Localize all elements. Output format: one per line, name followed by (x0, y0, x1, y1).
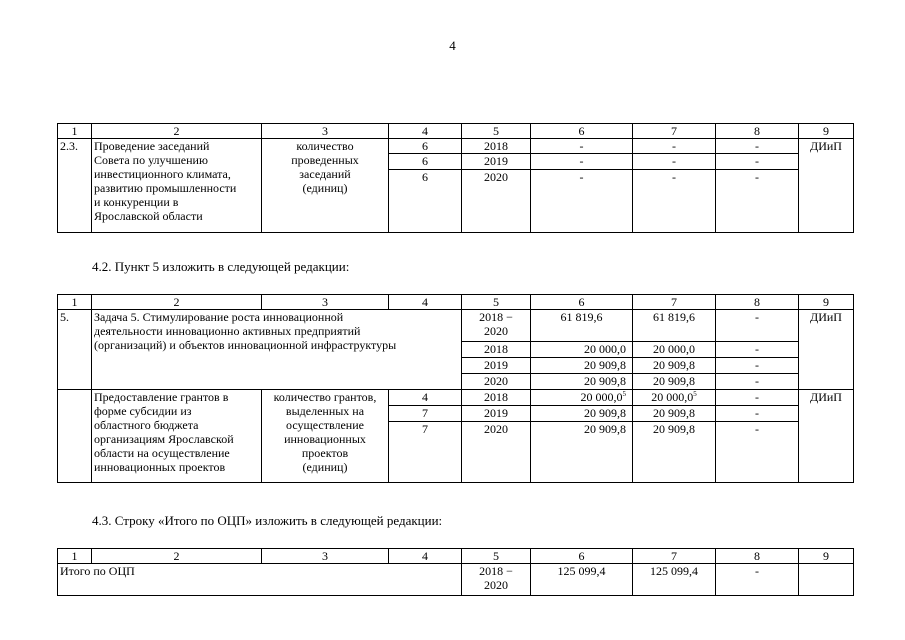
task-name-line: (организаций) и объектов инновационной инфраструктуры (94, 338, 397, 352)
amount-total: 125 099,4 (531, 564, 633, 596)
year-cell: 2020 (462, 422, 531, 483)
indicator-line: выделенных на (285, 404, 365, 418)
column-number: 1 (58, 295, 92, 310)
item-name-line: и конкуренции в (94, 195, 179, 209)
column-number: 8 (716, 124, 799, 139)
year-cell: 2018 (462, 139, 531, 154)
year-cell: 2019 (462, 358, 531, 374)
amount-regional: 20 909,8 (633, 358, 716, 374)
item-name-line: инвестиционного климата, (94, 167, 231, 181)
amount-other: - (716, 422, 799, 483)
column-number: 9 (799, 124, 854, 139)
measure-name (92, 390, 262, 483)
amount-total (531, 390, 633, 406)
paragraph-4-2: 4.2. Пункт 5 изложить в следующей редакции: (92, 259, 350, 274)
column-number: 2 (92, 549, 262, 564)
indicator-value: 6 (389, 154, 462, 170)
amount-regional: - (633, 154, 716, 170)
amount-other: - (716, 390, 799, 406)
column-number: 7 (633, 124, 716, 139)
column-number: 5 (462, 295, 531, 310)
measure-line: областного бюджета (94, 418, 199, 432)
total-label: Итого по ОЦП (58, 564, 462, 596)
column-number: 5 (462, 124, 531, 139)
paragraph-4-3: 4.3. Строку «Итого по ОЦП» изложить в следующей редакции: (92, 513, 443, 528)
column-number: 8 (716, 549, 799, 564)
amount-other: - (716, 170, 799, 233)
indicator-name (262, 139, 389, 233)
year-line: 2018 − (479, 310, 513, 324)
amount-regional: - (633, 170, 716, 233)
item-name (92, 139, 262, 233)
column-number: 6 (531, 124, 633, 139)
amount-total: 20 000,0 (531, 342, 633, 358)
amount-total: - (531, 139, 633, 154)
indicator-line: количество (296, 139, 354, 153)
column-number: 7 (633, 549, 716, 564)
measure-line: организациям Ярославской (94, 432, 234, 446)
year-line: 2018 − (479, 564, 513, 578)
column-number: 9 (799, 549, 854, 564)
executor: ДИиП (799, 390, 854, 483)
year-line: 2020 (484, 324, 508, 338)
column-number: 2 (92, 295, 262, 310)
item-name-line: Проведение заседаний (94, 139, 210, 153)
indicator-line: заседаний (299, 167, 351, 181)
measure-line: Предоставление грантов в (94, 390, 229, 404)
indicator-name (262, 390, 389, 483)
measure-line: инновационных проектов (94, 460, 226, 474)
indicator-line: инновационных (284, 432, 366, 446)
indicator-line: (единиц) (302, 181, 348, 195)
year-cell: 2019 (462, 154, 531, 170)
amount-regional: 20 000,0 (633, 342, 716, 358)
executor: ДИиП (799, 139, 854, 233)
amount-total: - (531, 154, 633, 170)
executor: ДИиП (799, 310, 854, 390)
year-cell: 2018 (462, 342, 531, 358)
indicator-line: проведенных (291, 153, 359, 167)
table-row (58, 564, 854, 596)
year-cell: 2018 (462, 390, 531, 406)
amount-other: - (716, 342, 799, 358)
amount-regional (633, 390, 716, 406)
amount-regional: 61 819,6 (633, 310, 716, 342)
year-cell: 2019 (462, 406, 531, 422)
column-number: 3 (262, 124, 389, 139)
amount-total: 20 909,8 (531, 422, 633, 483)
amount-other: - (716, 374, 799, 390)
indicator-line: проектов (301, 446, 349, 460)
indicator-line: (единиц) (302, 460, 348, 474)
column-number: 6 (531, 549, 633, 564)
column-number: 4 (389, 295, 462, 310)
amount-regional: 20 909,8 (633, 374, 716, 390)
table-row (58, 139, 854, 154)
column-number: 5 (462, 549, 531, 564)
column-number: 9 (799, 295, 854, 310)
indicator-value: 6 (389, 170, 462, 233)
column-number: 1 (58, 124, 92, 139)
amount-total: 20 909,8 (531, 406, 633, 422)
footnote-mark: 5 (693, 390, 697, 398)
year-line: 2020 (484, 578, 508, 592)
table-total (57, 548, 854, 596)
amount-value: 20 000,0 (651, 390, 694, 404)
item-name-line: Совета по улучшению (94, 153, 208, 167)
table-task-5 (57, 294, 854, 483)
page-number: 4 (449, 38, 456, 53)
column-number: 3 (262, 295, 389, 310)
empty-cell (58, 390, 92, 483)
measure-line: форме субсидии из (94, 404, 192, 418)
column-number-row (58, 124, 854, 139)
column-number: 1 (58, 549, 92, 564)
column-number-row (58, 549, 854, 564)
amount-other: - (716, 406, 799, 422)
amount-other: - (716, 154, 799, 170)
indicator-value: 7 (389, 422, 462, 483)
column-number: 8 (716, 295, 799, 310)
amount-total: 20 909,8 (531, 374, 633, 390)
task-name-line: деятельности инновационно активных предприятий (94, 324, 361, 338)
indicator-value: 7 (389, 406, 462, 422)
amount-other: - (716, 358, 799, 374)
amount-value: 20 000,0 (580, 390, 623, 404)
year-cell: 2020 (462, 374, 531, 390)
amount-other: - (716, 564, 799, 596)
column-number-row (58, 295, 854, 310)
item-name-line: Ярославской области (94, 209, 203, 223)
item-number: 2.3. (58, 139, 92, 233)
year-cell (462, 310, 531, 342)
column-number: 4 (389, 549, 462, 564)
indicator-value: 6 (389, 139, 462, 154)
table-row (58, 390, 854, 406)
column-number: 2 (92, 124, 262, 139)
amount-total: - (531, 170, 633, 233)
amount-other: - (716, 139, 799, 154)
amount-regional: 20 909,8 (633, 422, 716, 483)
indicator-line: осуществление (286, 418, 364, 432)
amount-total: 61 819,6 (531, 310, 633, 342)
amount-regional: - (633, 139, 716, 154)
indicator-line: количество грантов, (273, 390, 377, 404)
indicator-value: 4 (389, 390, 462, 406)
year-cell (462, 564, 531, 596)
measure-line: области на осуществление (94, 446, 230, 460)
footnote-mark: 5 (622, 390, 626, 398)
task-number: 5. (58, 310, 92, 390)
column-number: 7 (633, 295, 716, 310)
amount-other: - (716, 310, 799, 342)
column-number: 6 (531, 295, 633, 310)
executor (799, 564, 854, 596)
year-cell: 2020 (462, 170, 531, 233)
column-number: 3 (262, 549, 389, 564)
item-name-line: развитию промышленности (94, 181, 237, 195)
task-name-line: Задача 5. Стимулирование роста инновационной (94, 310, 344, 324)
table-row (58, 310, 854, 342)
task-name (92, 310, 462, 390)
amount-regional: 20 909,8 (633, 406, 716, 422)
amount-regional: 125 099,4 (633, 564, 716, 596)
column-number: 4 (389, 124, 462, 139)
table-item-2-3 (57, 123, 854, 233)
amount-total: 20 909,8 (531, 358, 633, 374)
